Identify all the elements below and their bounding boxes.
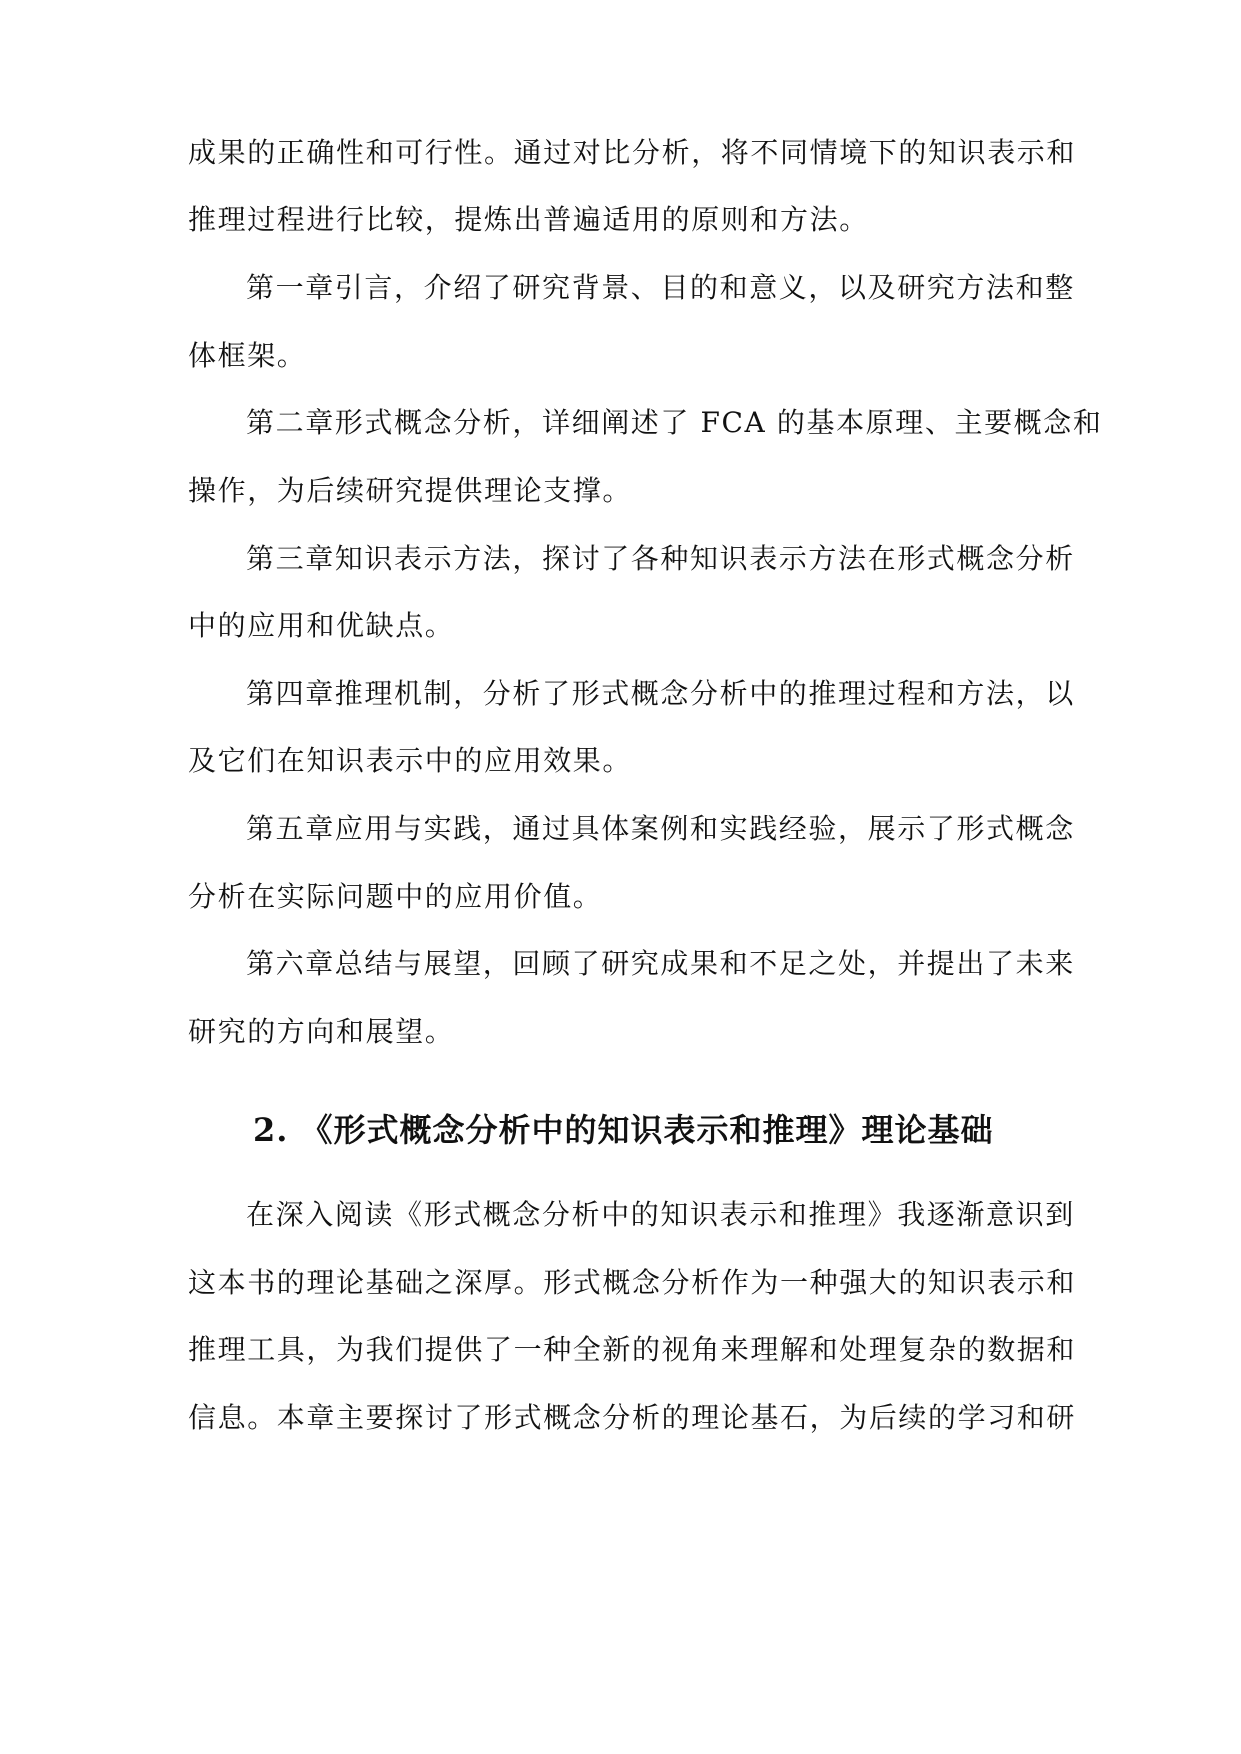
- body-text-line: 第四章推理机制，分析了形式概念分析中的推理过程和方法，以: [246, 677, 1075, 710]
- body-text-line: 操作，为后续研究提供理论支撑。: [188, 474, 633, 507]
- body-text-line: 分析在实际问题中的应用价值。: [188, 880, 603, 913]
- body-text-line: 第六章总结与展望，回顾了研究成果和不足之处，并提出了未来: [246, 947, 1075, 980]
- body-text-line: 第五章应用与实践，通过具体案例和实践经验，展示了形式概念: [246, 812, 1075, 845]
- body-text-line: 这本书的理论基础之深厚。形式概念分析作为一种强大的知识表示和: [188, 1266, 1077, 1299]
- section-heading: 2. 《形式概念分析中的知识表示和推理》理论基础: [253, 1111, 994, 1149]
- body-text-line: 及它们在知识表示中的应用效果。: [188, 744, 633, 777]
- body-text-line: 研究的方向和展望。: [188, 1015, 455, 1048]
- body-text-line: 中的应用和优缺点。: [188, 609, 455, 642]
- body-text-line: 第一章引言，介绍了研究背景、目的和意义，以及研究方法和整: [246, 271, 1075, 304]
- body-text-line: 推理过程进行比较，提炼出普遍适用的原则和方法。: [188, 203, 869, 236]
- body-text-line: 体框架。: [188, 339, 307, 372]
- body-text-line: 第二章形式概念分析，详细阐述了 FCA 的基本原理、主要概念和: [246, 406, 1103, 439]
- body-text-line: 推理工具，为我们提供了一种全新的视角来理解和处理复杂的数据和: [188, 1333, 1077, 1366]
- body-text-line: 成果的正确性和可行性。通过对比分析，将不同情境下的知识表示和: [188, 136, 1077, 169]
- body-text-line: 信息。本章主要探讨了形式概念分析的理论基石，为后续的学习和研: [188, 1401, 1077, 1434]
- body-text-line: 在深入阅读《形式概念分析中的知识表示和推理》我逐渐意识到: [246, 1198, 1075, 1231]
- body-text-line: 第三章知识表示方法，探讨了各种知识表示方法在形式概念分析: [246, 542, 1075, 575]
